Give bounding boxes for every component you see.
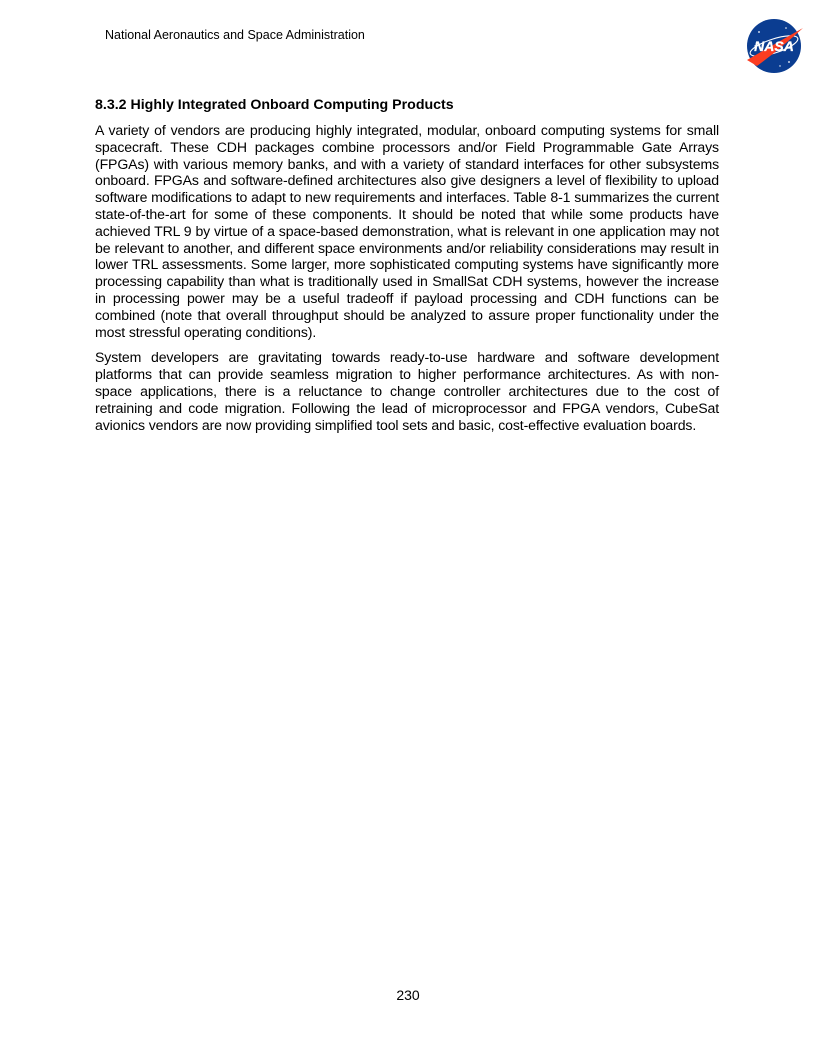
section-heading: 8.3.2 Highly Integrated Onboard Computing Products [95,97,454,113]
nasa-logo [741,16,807,76]
nasa-logo-wordmark: NASA [754,38,794,54]
page-number: 230 [396,987,420,1003]
header-organization-name: National Aeronautics and Space Administration [105,28,365,42]
body-paragraph-2: System developers are gravitating towards ready-to-use hardware and software development platforms that can provide seamless migration to higher performance architectures. As with non-space applications, there is a reluctance to change controller architectures due to the cost of retraining and code migration. Following the lead of microprocessor and FPGA vendors, CubeSat avionics vendors are now providing simplified tool sets and basic, cost-effective evaluation boards. [95,349,719,433]
body-paragraph-1: A variety of vendors are producing highly integrated, modular, onboard computing systems for small spacecraft. These CDH packages combine processors and/or Field Programmable Gate Arrays (FPGAs) with various memory banks, and with a variety of standard interfaces for other subsystems onboard. FPGAs and software-defined architectures also give designers a level of flexibility to upload software modifications to adapt to new requirements and interfaces. Table 8-1 summarizes the current state-of-the-art for some of these components. It should be noted that while some products have achieved TRL 9 by virtue of a space-based demonstration, what is relevant in one application may not be relevant to another, and different space environments and/or reliability considerations may result in lower TRL assessments. Some larger, more sophisticated computing systems have significantly more processing capability than what is traditionally used in SmallSat CDH systems, however the increase in processing power may be a useful tradeoff if payload processing and CDH functions can be combined (note that overall throughput should be analyzed to assure proper functionality under the most stressful operating conditions). [95,122,719,340]
section-content [95,96,719,442]
